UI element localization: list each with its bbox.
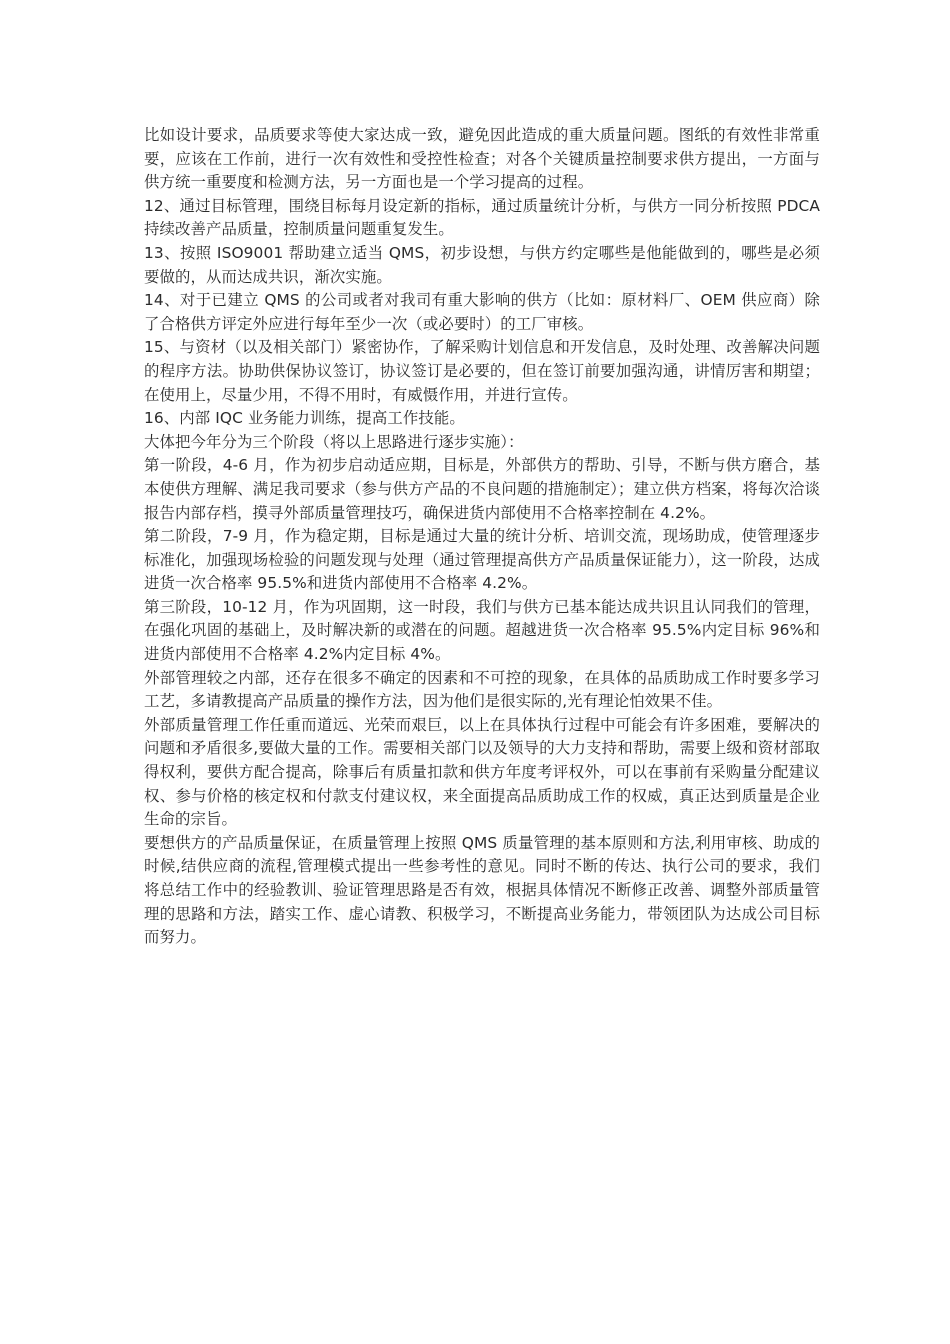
- paragraph-external-management: 外部管理较之内部，还存在很多不确定的因素和不可控的现象，在具体的品质助成工作时要多学习工艺，多请教提高产品质量的操作方法，因为他们是很实际的,光有理论怕效果不佳。: [144, 668, 820, 711]
- paragraph-stage-three: 第三阶段，10-12 月，作为巩固期，这一时段，我们与供方已基本能达成共识且认同我们的管理，在强化巩固的基础上，及时解决新的或潜在的问题。超越进货一次合格率 95.5%内定目标 96%和进货内部使用不合格率 4.2%内定目标 4%。: [144, 597, 820, 664]
- paragraph-item-16: 16、内部 IQC 业务能力训练，提高工作技能。: [144, 409, 465, 428]
- paragraph-item-12: 12、通过目标管理，围绕目标每月设定新的指标，通过质量统计分析，与供方一同分析按照 PDCA 持续改善产品质量，控制质量问题重复发生。: [144, 196, 820, 239]
- paragraph-quality-challenges: 外部质量管理工作任重而道远、光荣而艰巨，以上在具体执行过程中可能会有许多困难，要解决的问题和矛盾很多,要做大量的工作。需要相关部门以及领导的大力支持和帮助，需要上级和资材部取得权利，要供方配合提高，除事后有质量扣款和供方年度考评权外，可以在事前有采购量分配建议权、参与价格的核定权和付款支付建议权，来全面提高品质助成工作的权威，真正达到质量是企业生命的宗旨。: [144, 715, 820, 829]
- paragraph-three-stages-intro: 大体把今年分为三个阶段（将以上思路进行逐步实施）：: [144, 432, 524, 451]
- paragraph-item-14: 14、对于已建立 QMS 的公司或者对我司有重大影响的供方（比如：原材料厂、OEM 供应商）除了合格供方评定外应进行每年至少一次（或必要时）的工厂审核。: [144, 291, 820, 333]
- paragraph-conclusion: 要想供方的产品质量保证，在质量管理上按照 QMS 质量管理的基本原则和方法,利用审核、助成的时候,结供应商的流程,管理模式提出一些参考性的意见。同时不断的传达、执行公司的要求，我们将总结工作中的经验教训、验证管理思路是否有效，根据具体情况不断修正改善、调整外部质量管理的思路和方法，踏实工作、虚心请教、积极学习，不断提高业务能力，带领团队为达成公司目标而努力。: [144, 833, 820, 947]
- paragraph-item-15: 15、与资材（以及相关部门）紧密协作，了解采购计划信息和开发信息，及时处理、改善解决问题的程序方法。协助供保协议签订，协议签订是必要的，但在签订前要加强沟通，讲情厉害和期望；在使用上，尽量少用，不得不用时，有威慑作用，并进行宣传。: [144, 338, 820, 404]
- document-body: [144, 124, 820, 950]
- paragraph-design-requirements: 比如设计要求，品质要求等使大家达成一致，避免因此造成的重大质量问题。图纸的有效性非常重要，应该在工作前，进行一次有效性和受控性检查；对各个关键质量控制要求供方提出，一方面与供方统一重要度和检测方法，另一方面也是一个学习提高的过程。: [144, 126, 820, 192]
- paragraph-item-13: 13、按照 ISO9001 帮助建立适当 QMS，初步设想，与供方约定哪些是他能做到的，哪些是必须要做的，从而达成共识，渐次实施。: [144, 243, 820, 286]
- paragraph-stage-two: 第二阶段，7-9 月，作为稳定期，目标是通过大量的统计分析、培训交流，现场助成，使管理逐步标准化，加强现场检验的问题发现与处理（通过管理提高供方产品质量保证能力），这一阶段，达成进货一次合格率 95.5%和进货内部使用不合格率 4.2%。: [144, 527, 820, 593]
- paragraph-stage-one: 第一阶段，4-6 月，作为初步启动适应期，目标是，外部供方的帮助、引导，不断与供方磨合，基本使供方理解、满足我司要求（参与供方产品的不良问题的措施制定）；建立供方档案，将每次洽谈报告内部存档，摸寻外部质量管理技巧，确保进货内部使用不合格率控制在 4.2%。: [144, 456, 820, 522]
